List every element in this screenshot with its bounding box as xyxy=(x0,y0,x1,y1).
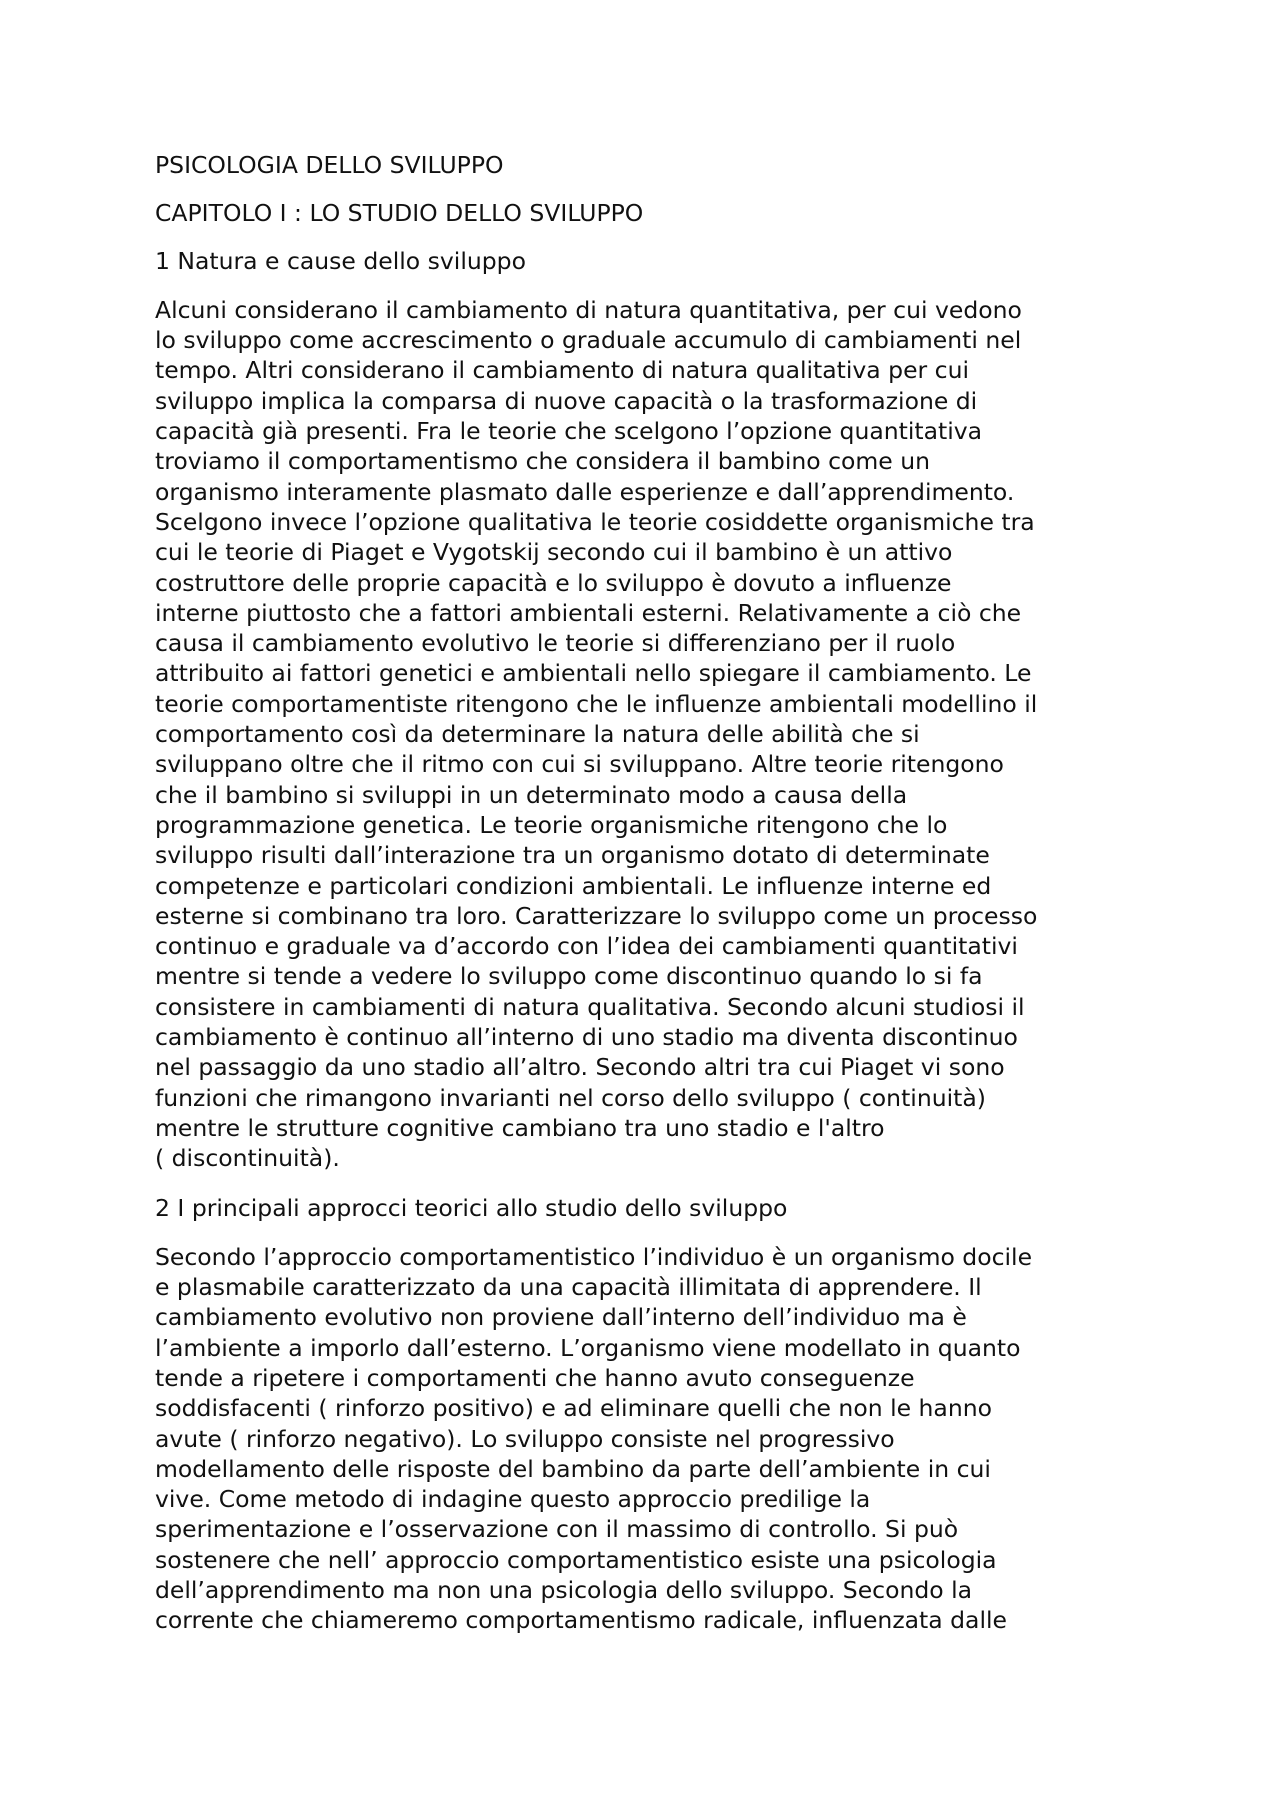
section-heading-2: 2 I principali approcci teorici allo studio dello sviluppo xyxy=(155,1193,788,1222)
section-paragraph-2: Secondo l’approccio comportamentistico l’individuo è un organismo docile e plasmabile caratterizzato da una capacità illimitata di apprendere. Il cambiamento evolutivo non proviene dall’interno dell’individuo ma è l’ambiente a imporlo dall’esterno. L’organismo viene modellato in quanto tende a ripetere i comportamenti che hanno avuto conseguenze soddisfacenti ( rinforzo positivo) e ad eliminare quelli che non le hanno avute ( rinforzo negativo). Lo sviluppo consiste nel progressivo modellamento delle risposte del bambino da parte dell’ambiente in cui vive. Come metodo di indagine questo approccio predilige la sperimentazione e l’osservazione con il massimo di controllo. Si può sostenere che nell’ approccio comportamentistico esiste una psicologia dell’apprendimento ma non una psicologia dello sviluppo. Secondo la corrente che chiameremo comportamentismo radicale, influenzata dalle xyxy=(155,1242,1033,1635)
document-title: PSICOLOGIA DELLO SVILUPPO xyxy=(155,151,504,179)
section-heading-1: 1 Natura e cause dello sviluppo xyxy=(155,246,526,275)
section-paragraph-1: Alcuni considerano il cambiamento di natura quantitativa, per cui vedono lo sviluppo come accrescimento o graduale accumulo di cambiamenti nel tempo. Altri considerano il cambiamento di natura qualitativa per cui sviluppo implica la comparsa di nuove capacità o la trasformazione di capacità già presenti. Fra le teorie che scelgono l’opzione quantitativa troviamo il comportamentismo che considera il bambino come un organismo interamente plasmato dalle esperienze e dall’apprendimento. Scelgono invece l’opzione qualitativa le teorie cosiddette organismiche tra cui le teorie di Piaget e Vygotskij secondo cui il bambino è un attivo costruttore delle proprie capacità e lo sviluppo è dovuto a influenze interne piuttosto che a fattori ambientali esterni. Relativamente a ciò che causa il cambiamento evolutivo le teorie si differenziano per il ruolo attribuito ai fattori genetici e ambientali nello spiegare il cambiamento. Le teorie comportamentiste ritengono che le influenze ambientali modellino il comportamento così da determinare la natura delle abilità che si sviluppano oltre che il ritmo con cui si sviluppano. Altre teorie ritengono che il bambino si sviluppi in un determinato modo a causa della programmazione genetica. Le teorie organismiche ritengono che lo sviluppo risulti dall’interazione tra un organismo dotato di determinate competenze e particolari condizioni ambientali. Le influenze interne ed esterne si combinano tra loro. Caratterizzare lo sviluppo come un processo continuo e graduale va d’accordo con l’idea dei cambiamenti quantitativi mentre si tende a vedere lo sviluppo come discontinuo quando lo si fa consistere in cambiamenti di natura qualitativa. Secondo alcuni studiosi il cambiamento è continuo all’interno di uno stadio ma diventa discontinuo nel passaggio da uno stadio all’altro. Secondo altri tra cui Piaget vi sono funzioni che rimangono invarianti nel corso dello sviluppo ( continuità) mentre le strutture cognitive cambiano tra uno stadio e l'altro ( discontinuità). xyxy=(155,295,1038,1173)
document-body xyxy=(155,150,1145,1655)
chapter-heading: CAPITOLO I : LO STUDIO DELLO SVILUPPO xyxy=(155,198,644,227)
